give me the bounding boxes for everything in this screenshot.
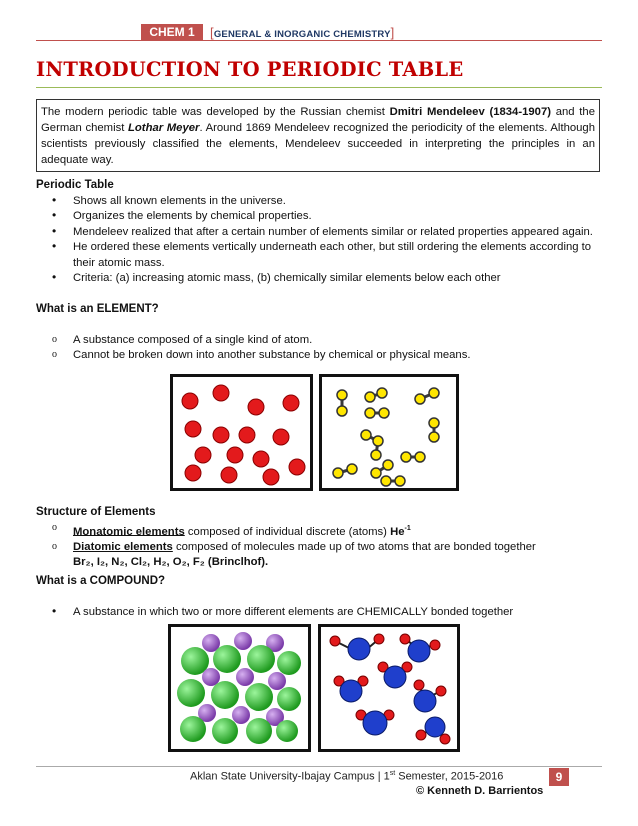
page-title: INTRODUCTION TO PERIODIC TABLE [36, 58, 464, 81]
diatomic-list: Br₂, I₂, N₂, Cl₂, H₂, O₂, F₂ (Brinclhof). [73, 556, 269, 569]
diatomic-molecules-image [319, 374, 459, 491]
monatomic-term: Monatomic elements [73, 525, 185, 538]
monatomic-atoms-image [170, 374, 313, 491]
list-item [36, 540, 602, 571]
list-item [36, 521, 602, 540]
element-list [36, 333, 602, 364]
structure-section [36, 505, 602, 571]
header-rule [36, 40, 602, 41]
list-item: o Cannot be broken down into another substance by chemical or physical means. [36, 348, 602, 364]
list-item: • Shows all known elements in the universe. [36, 194, 602, 210]
periodic-table-heading: Periodic Table [36, 179, 114, 191]
structure-heading: Structure of Elements [36, 506, 156, 518]
water-molecules-image [318, 624, 460, 752]
footer-sup: st [389, 770, 396, 777]
list-item: o A substance composed of a single kind of atom. [36, 333, 602, 349]
course-name-text: GENERAL & INORGANIC CHEMISTRY [213, 29, 391, 40]
bracket-close: ] [390, 25, 395, 40]
crystal-lattice-icon [171, 627, 308, 749]
list-item: • A substance in which two or more different elements are CHEMICALLY bonded together [36, 605, 602, 621]
compound-heading: What is a COMPOUND? [36, 575, 166, 587]
list-item: • He ordered these elements vertically underneath each other, but still ordering the elements according to their atomic mass. [36, 240, 602, 271]
element-section [36, 302, 602, 364]
periodic-table-list [36, 194, 602, 287]
diatomic-text: composed of molecules made up of two atoms that are bonded together [172, 540, 536, 553]
intro-text-1: The modern periodic table was developed by the Russian chemist [41, 106, 390, 118]
monatomic-sup: -1 [404, 524, 411, 532]
course-name [210, 25, 394, 40]
footer-institution-post: Semester, 2015-2016 [395, 770, 504, 783]
compound-list [36, 605, 602, 621]
title-rule [36, 87, 602, 88]
molecules-icon [321, 627, 457, 749]
intro-box [36, 99, 600, 172]
page-number: 9 [549, 768, 569, 786]
intro-text-2: and the German chemist [41, 106, 595, 134]
element-heading: What is an ELEMENT? [36, 303, 159, 315]
monatomic-example: He [390, 525, 405, 538]
intro-mendeleev: Dmitri Mendeleev (1834-1907) [389, 106, 551, 118]
footer-rule [36, 766, 602, 767]
footer-institution-pre: Aklan State University-Ibajay Campus | 1 [190, 770, 390, 783]
list-item: • Mendeleev realized that after a certain number of elements similar or related properties appeared again. [36, 225, 602, 241]
monatomic-text: composed of individual discrete (atoms) [184, 525, 391, 538]
compound-section [36, 574, 602, 620]
footer-author: © Kenneth D. Barrientos [416, 785, 544, 797]
list-item: • Criteria: (a) increasing atomic mass, (b) chemically similar elements below each other [36, 271, 602, 287]
yellow-molecules-icon [322, 377, 456, 488]
ionic-lattice-image [168, 624, 311, 752]
bracket-open: [ [210, 25, 214, 40]
footer-institution [190, 770, 503, 783]
red-atoms-icon [173, 377, 310, 488]
list-item: • Organizes the elements by chemical properties. [36, 209, 602, 225]
course-code-badge: CHEM 1 [141, 24, 203, 41]
periodic-table-section [36, 178, 602, 287]
intro-text-3: . Around 1869 Mendeleev recognized the periodicity of the elements. Although scientists previously classified the elements, Mendeleev succeeded in interpreting the principles in an adequate way. [41, 122, 595, 166]
diatomic-term: Diatomic elements [73, 540, 173, 553]
structure-list [36, 521, 602, 571]
intro-meyer: Lothar Meyer [128, 122, 200, 134]
